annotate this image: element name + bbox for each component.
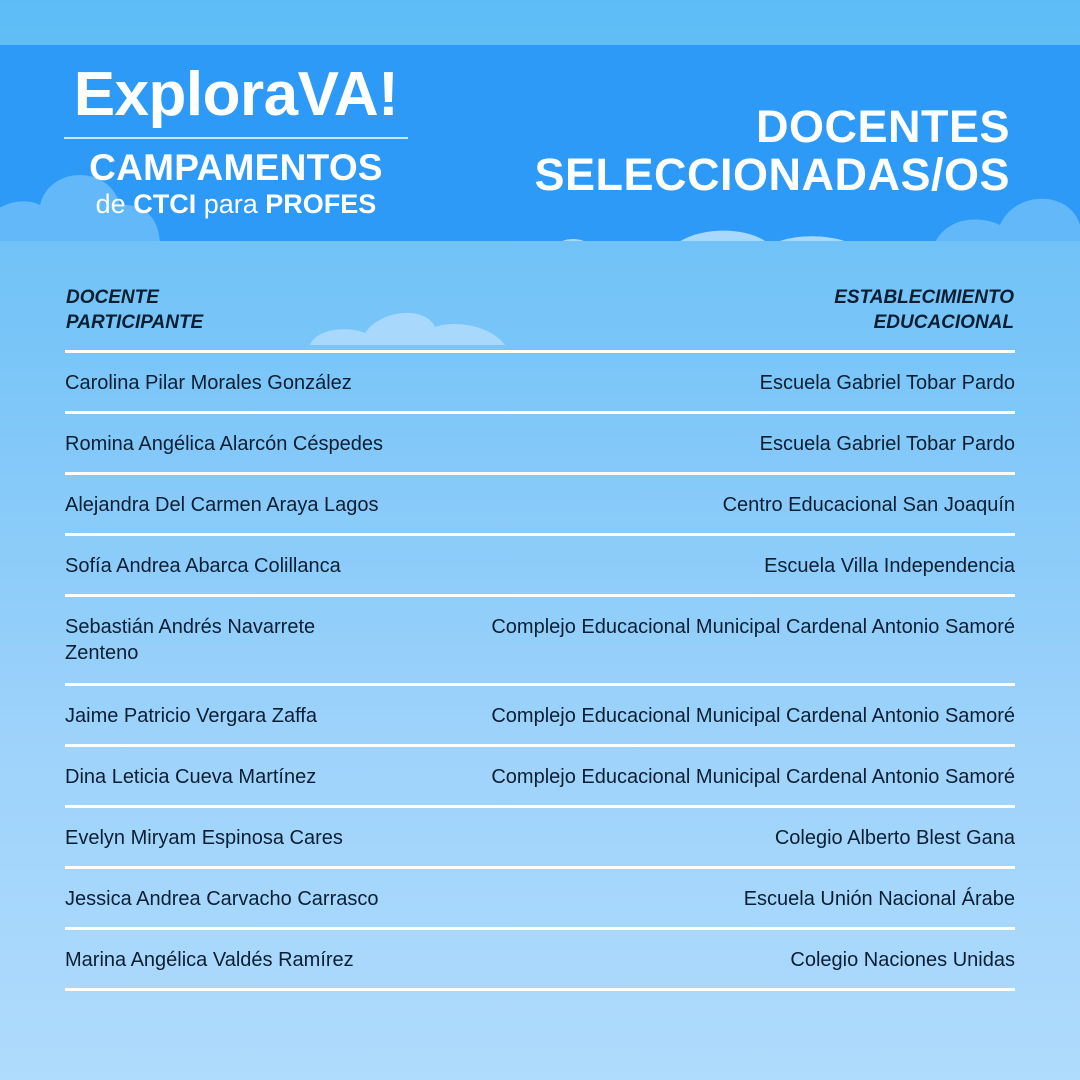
- table-row: [65, 475, 1015, 536]
- table-row: [65, 536, 1015, 597]
- table-row: [65, 597, 1015, 686]
- docente-name: Alejandra Del Carmen Araya Lagos: [65, 494, 379, 516]
- table-row: [65, 353, 1015, 414]
- participants-table: [65, 350, 1015, 991]
- establecimiento-name: Complejo Educacional Municipal Cardenal Antonio Samoré: [491, 616, 1015, 638]
- establecimiento-name: Colegio Alberto Blest Gana: [774, 827, 1015, 849]
- docente-name: Jessica Andrea Carvacho Carrasco: [65, 888, 379, 910]
- table-row: [65, 869, 1015, 930]
- docente-name: Dina Leticia Cueva Martínez: [65, 766, 317, 788]
- page-title: [534, 103, 1010, 199]
- table-row: [65, 930, 1015, 991]
- docente-name: Romina Angélica Alarcón Céspedes: [65, 433, 383, 455]
- header-band: [0, 45, 1080, 241]
- brand-subtitle-profes: PROFES: [265, 189, 377, 219]
- establecimiento-name: Centro Educacional San Joaquín: [722, 494, 1015, 516]
- establecimiento-name: Complejo Educacional Municipal Cardenal Antonio Samoré: [491, 766, 1015, 788]
- table-row: [65, 414, 1015, 475]
- brand-subtitle-campamentos: CAMPAMENTOS: [89, 147, 383, 188]
- column-header-establecimiento-line2: EDUCACIONAL: [873, 312, 1014, 333]
- docente-name: Sebastián Andrés Navarrete Zenteno: [65, 616, 316, 664]
- docente-name: Evelyn Miryam Espinosa Cares: [65, 827, 343, 849]
- cloud-icon: [620, 220, 910, 241]
- table-row: [65, 747, 1015, 808]
- column-header-docente-line2: PARTICIPANTE: [66, 312, 204, 333]
- brand-subtitle-de: de: [95, 189, 126, 219]
- establecimiento-name: Escuela Villa Independencia: [764, 555, 1015, 577]
- column-header-docente: [66, 285, 203, 335]
- brand-title: ExploraVA!: [73, 60, 399, 129]
- cloud-icon: [310, 305, 505, 345]
- cloud-icon: [500, 230, 610, 241]
- column-header-establecimiento: [834, 285, 1014, 335]
- docente-name: Sofía Andrea Abarca Colillanca: [65, 555, 341, 577]
- docente-name: Jaime Patricio Vergara Zaffa: [65, 705, 317, 727]
- page-title-line2: SELECCIONADAS/OS: [534, 149, 1010, 200]
- establecimiento-name: Colegio Naciones Unidas: [790, 949, 1015, 971]
- establecimiento-name: Complejo Educacional Municipal Cardenal Antonio Samoré: [491, 705, 1015, 727]
- docente-name: Carolina Pilar Morales González: [65, 372, 352, 394]
- establecimiento-name: Escuela Gabriel Tobar Pardo: [759, 433, 1015, 455]
- establecimiento-name: Escuela Unión Nacional Árabe: [743, 888, 1015, 910]
- column-header-docente-line1: DOCENTE: [66, 287, 159, 308]
- column-header-establecimiento-line1: ESTABLECIMIENTO: [834, 287, 1014, 308]
- brand-block: [60, 57, 412, 221]
- table-row: [65, 808, 1015, 869]
- brand-subtitle-para: para: [203, 189, 258, 219]
- table-row: [65, 686, 1015, 747]
- docente-name: Marina Angélica Valdés Ramírez: [65, 949, 354, 971]
- brand-divider: [64, 137, 408, 139]
- establecimiento-name: Escuela Gabriel Tobar Pardo: [759, 372, 1015, 394]
- brand-subtitle-ctci: [60, 187, 412, 221]
- page-title-line1: DOCENTES: [755, 101, 1010, 152]
- brand-subtitle-ctci-word: CTCI: [133, 189, 197, 219]
